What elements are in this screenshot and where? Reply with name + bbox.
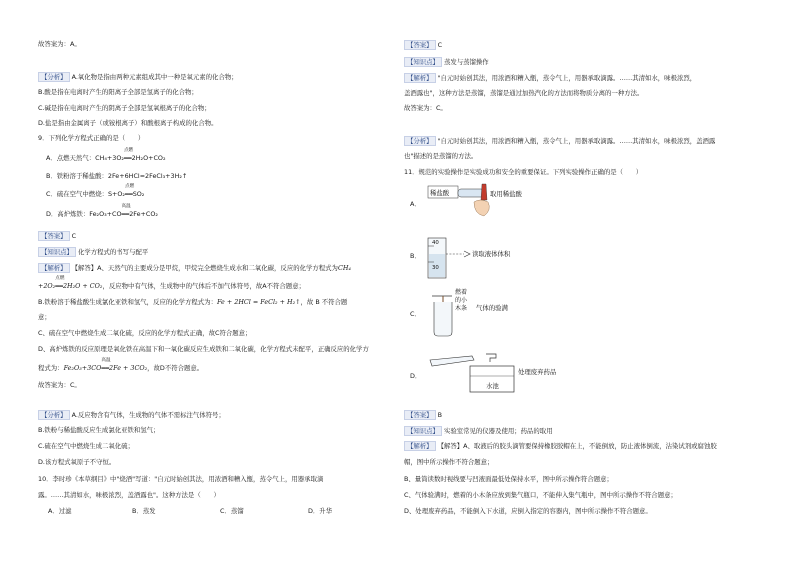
explanation-9-line1: 【解析】 【解答】A、天然气的主要成分是甲烷，甲烷完全燃烧生成水和二氧化碳，反应的化学方程式为CH₄ bbox=[38, 263, 351, 273]
test-tube bbox=[430, 356, 474, 366]
analysis-8 bbox=[38, 72, 238, 82]
option-a: A．过滤 bbox=[48, 507, 72, 515]
option-b: B．蒸发 bbox=[132, 507, 156, 515]
explanation-11-line5: D、处理废弃药品，不能倒入下水道，应倒入指定的容器内，图中所示操作不符合题意。 bbox=[404, 507, 652, 515]
answer-a-line: 故答案为：A。 bbox=[38, 40, 81, 48]
reaction-condition: 点燃 ══ bbox=[124, 184, 135, 198]
q9-option-c: C．硫在空气中燃烧：S+O₂ 点燃 ══SO₂ bbox=[46, 184, 145, 198]
caption-c: 气体的验满 bbox=[476, 304, 508, 312]
sink-diagram bbox=[424, 350, 564, 398]
analysis-line: A.氧化物是指由两种元素组成其中一种是氧元素的化合物； bbox=[71, 73, 238, 81]
caption-d: 处理废弃药品 bbox=[518, 368, 557, 376]
dropper-hand-diagram bbox=[424, 180, 534, 224]
gas-bottle bbox=[434, 302, 452, 336]
gas-bottle-diagram bbox=[424, 286, 554, 342]
explanation-11-line1: 【解析】 【解答】A、取液后的胶头滴管要保持橡胶胶帽在上，不能倒放，防止液体倒流，沾染试剂或腐蚀胶 bbox=[404, 441, 717, 451]
explanation-9-line6: D、高炉炼铁的反应原理是氧化铁在高温下和一氧化碳反应生成铁和二氧化碳，化学方程式未配平，正确反应的化学方 bbox=[38, 345, 369, 353]
reagent-label: 稀盐酸 bbox=[430, 189, 450, 197]
explanation-11-line3: B、量筒读数时视线要与凹液面最低处保持水平，图中所示操作符合题意； bbox=[404, 475, 613, 483]
analysis-line: C.碱是指在电离时产生的阴离子全部是氢氧根离子的化合物； bbox=[38, 104, 211, 112]
question-10-line1: 10．李时珍《本草纲目》中"烧酒"写道："自元时始创其法，用浓酒和糟入甑，蒸令气上，用器承取滴 bbox=[38, 475, 324, 483]
reaction-condition: 点燃 ══ bbox=[123, 148, 134, 162]
explanation-10-line2: 盖酒露也"，这种方法是蒸馏，蒸馏是通过加热汽化的方法而将物质分离的一种方法。 bbox=[404, 89, 644, 97]
dropper-bulb bbox=[481, 184, 487, 200]
knowledge-10: 【知识点】 蒸发与蒸馏操作 bbox=[404, 57, 489, 67]
explanation-9-line2: +2O₂ 点燃 ══2H₂O + CO₂，反应物中有气体，生成物中的气体后不加气体符号，故A不符合题意； bbox=[38, 276, 305, 290]
answer-9: 【答案】 C bbox=[38, 231, 76, 241]
burning-label: 燃着 bbox=[455, 289, 468, 296]
eye-icon bbox=[464, 251, 470, 257]
answer-10: 【答案】 C bbox=[404, 40, 442, 50]
burning-label: 木条 bbox=[455, 305, 468, 312]
question-11-stem: 11．规范的实验操作是实验成功和安全的重要保证。下列实验操作正确的是（ ） bbox=[404, 168, 643, 176]
caption-b: 读取液体体积 bbox=[472, 250, 511, 258]
explanation-11-line2: 帽，图中所示操作不符合题意； bbox=[404, 458, 494, 466]
hand bbox=[474, 200, 489, 216]
q11-option-c-label: C． bbox=[410, 310, 421, 318]
answer-11: 【答案】 B bbox=[404, 410, 442, 420]
analysis-10-line2: 也"描述的是蒸馏的方法。 bbox=[404, 152, 478, 160]
q11-option-b-label: B． bbox=[410, 252, 421, 260]
explanation-9-line7: 程式为：Fe₂O₃+3CO 高温 ══2Fe + 3CO₂，故D不符合题意。 bbox=[38, 358, 204, 372]
analysis-line: C.硫在空气中燃烧生成二氧化硫； bbox=[38, 442, 134, 450]
caption-a: 取用稀盐酸 bbox=[490, 190, 522, 198]
explanation-10-line1: 【解析】 "自元时始创其法，用浓酒和糟入甑，蒸令气上，用器承取滴露。……其清如水，味极浓烈， bbox=[404, 73, 696, 83]
question-10-line2: 露。……其清如水，味极浓烈，盖酒露也"。这种方法是（ ） bbox=[38, 491, 220, 499]
graduated-cylinder-diagram bbox=[424, 232, 554, 280]
q11-option-a-label: A． bbox=[410, 200, 421, 208]
analysis-line: B.酸是指在电离时产生的阳离子全部是氢离子的化合物； bbox=[38, 88, 198, 96]
analysis-9: 【分析】 A.反应物含有气体，生成物的气体不需标注气体符号； bbox=[38, 410, 225, 420]
option-d: D．升华 bbox=[308, 507, 333, 515]
bottle bbox=[458, 189, 484, 197]
q9-option-a: A．点燃天然气：CH₄+3O₂ 点燃 ══2H₂O+CO₂ bbox=[46, 148, 166, 162]
analysis-line: D.该方程式氧原子不守恒。 bbox=[38, 458, 116, 466]
knowledge-11: 【知识点】 实验室常见的仪器及使用；药品的取用 bbox=[404, 426, 553, 436]
analysis-10: 【分析】 "自元时始创其法，用浓酒和糟入甑，蒸令气上，用器承取滴露。……其清如水，味极浓烈，盖酒露 bbox=[404, 136, 715, 146]
q11-option-d-label: D． bbox=[410, 372, 422, 380]
explanation-9-line8: 故答案为：C。 bbox=[38, 381, 81, 389]
q9-option-b: B．铁粉溶于稀盐酸：2Fe+6HCl=2FeCl₃+3H₂↑ bbox=[46, 172, 188, 180]
reaction-condition: 高温 ══ bbox=[121, 204, 131, 218]
knowledge-9: 【知识点】 化学方程式的书写与配平 bbox=[38, 247, 148, 257]
question-9-stem: 9．下列化学方程式正确的是（ ） bbox=[38, 134, 145, 142]
faucet-icon bbox=[486, 354, 496, 362]
q9-option-d: D．高炉炼铁：Fe₂O₃+CO 高温 ══2Fe+CO₂ bbox=[46, 204, 158, 218]
burning-label: 的小 bbox=[455, 297, 468, 304]
tick-label: 40 bbox=[432, 240, 439, 246]
explanation-10-line3: 故答案为：C。 bbox=[404, 104, 447, 112]
explanation-9-line3: B.铁粉溶于稀盐酸生成氯化亚铁和氢气，反应的化学方程式为：Fe + 2HCl = FeCl₂ + H₂↑，故 B 不符合题 bbox=[38, 298, 348, 306]
analysis-line: D.盐是指由金属离子（或铵根离子）和酸根离子构成的化合物。 bbox=[38, 119, 218, 127]
analysis-tag: 【分析】 bbox=[38, 72, 70, 82]
explanation-9-line4: 意； bbox=[38, 313, 51, 321]
sink-label: 水池 bbox=[486, 382, 499, 390]
option-c: C．蒸馏 bbox=[220, 507, 244, 515]
analysis-line: B.铁粉与稀盐酸反应生成氯化亚铁和氢气； bbox=[38, 426, 160, 434]
explanation-11-line4: C、气体验满时，燃着的小木条应放到集气瓶口，不能伸入集气瓶中，图中所示操作不符合题意； bbox=[404, 491, 677, 499]
explanation-9-line5: C、硫在空气中燃烧生成二氧化硫，反应的化学方程式正确，故C符合题意； bbox=[38, 329, 252, 337]
tick-label: 30 bbox=[432, 265, 439, 271]
